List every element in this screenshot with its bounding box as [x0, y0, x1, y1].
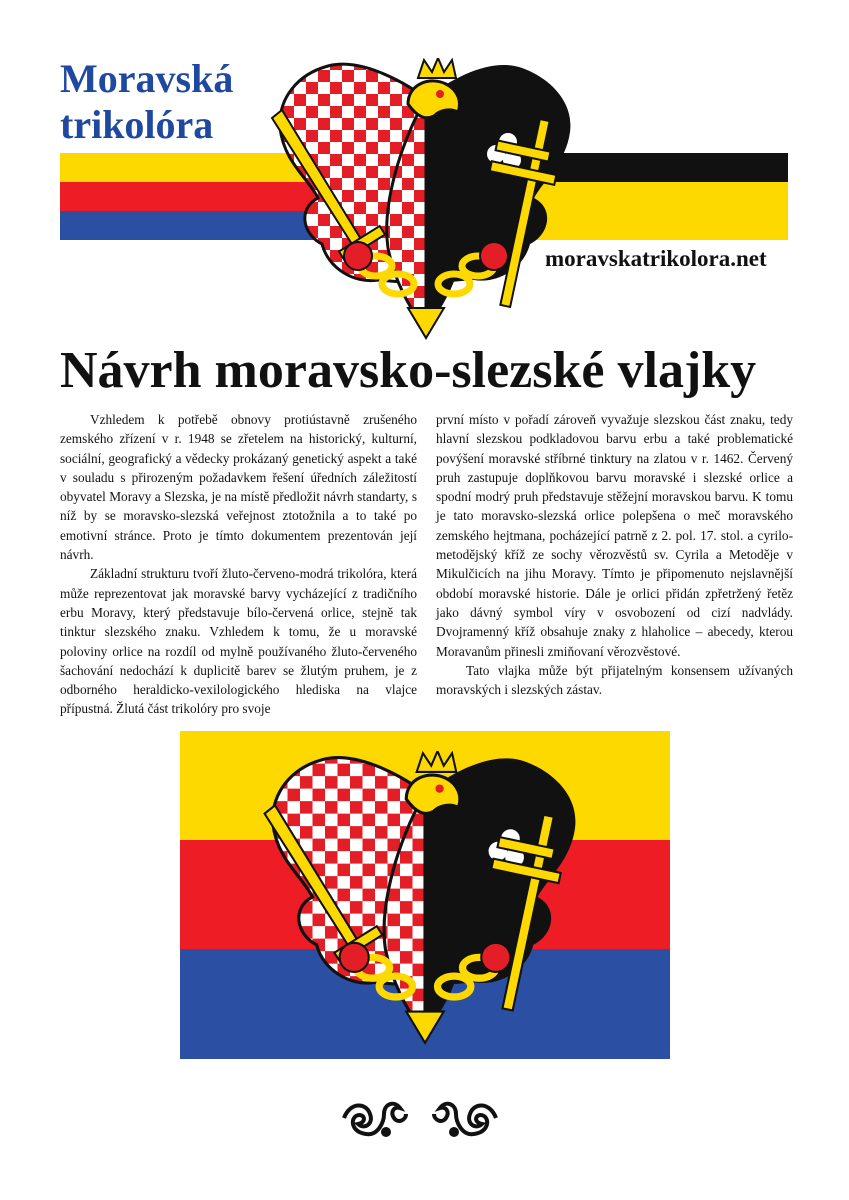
website-url[interactable]: moravskatrikolora.net [545, 246, 767, 271]
brand-title-line2: trikolóra [60, 102, 214, 147]
article-body [60, 410, 793, 720]
column-right [436, 410, 793, 720]
flag-emblem-icon [250, 751, 600, 1045]
header [0, 0, 849, 340]
floral-ornament-icon [434, 1104, 496, 1137]
emblem-icon [258, 58, 594, 340]
article-headline: Návrh moravsko-slezské vlajky [60, 342, 757, 399]
brand-title-line1: Moravská [60, 56, 234, 101]
floral-ornament-icon [344, 1104, 406, 1137]
paragraph: Tato vlajka může být přijatelným konsensem užívaných moravských i slezských zástav. [436, 662, 793, 698]
ornament-row [340, 1092, 500, 1142]
column-left [60, 410, 417, 720]
brand-title [60, 56, 233, 148]
paragraph: první místo v pořadí zároveň vyvažuje slezskou část znaku, tedy hlavní slezskou podkladovou barvu erbu a také problematické povýšení moravské stříbrné tinktury na zlatou v r. 1462. Červený pruh zastupuje doplňkovou barvu moravské i slezské orlice a spodní modrý pruh představuje stěžejní moravskou barvu. K tomu je tato moravsko-slezská orlice polepšena o meč moravského zemského hejtmana, pocházející patrně z 2. pol. 17. stol. a cyrilo-metodějský kříž ze sochy věrozvěstů sv. Cyrila a Metoděje v Mikulčicích na jihu Moravy. Tímto je připomenuto nejslavnější období moravské historie. Dále je orlici přidán zpřetržený řetěz jako dávný symbol víry v osvobození od cizí nadvlády. Dvojramenný kříž obsahuje znaky z hlaholice – abecedy, kterou Moravanům přinesli zmiňovaní věrozvěstové. [436, 412, 793, 659]
flag-proposal [180, 731, 670, 1059]
paragraph: Základní strukturu tvoří žluto-červeno-modrá trikolóra, která může reprezentovat jak moravské barvy vycházející z tradičního erbu Moravy, který představuje bílo-červená orlice, stejně tak tinktur slezského znaku. Vzhledem k tomu, že u moravské poloviny orlice na rozdíl od mylně používaného žluto-červeného šachování nedochází k duplicitě barev se žlutým pruhem, je z odborného heraldicko-vexilologického hlediska na vlajce přípustná. Žlutá část trikolóry pro svoje [60, 566, 417, 717]
paragraph: Vzhledem k potřebě obnovy protiústavně zrušeného zemského zřízení v r. 1948 se zřetelem na historický, kulturní, sociální, geografický a vědecky prokázaný genetický aspekt a také v souladu s přirozeným požadavkem řešení úředních záležitostí obyvatel Moravy a Slezska, je na místě předložit návrh standarty, s níž by se moravsko-slezská veřejnost ztotožnila a to také po emotivní stránce. Proto je tímto dokumentem prezentován její návrh. [60, 412, 417, 563]
